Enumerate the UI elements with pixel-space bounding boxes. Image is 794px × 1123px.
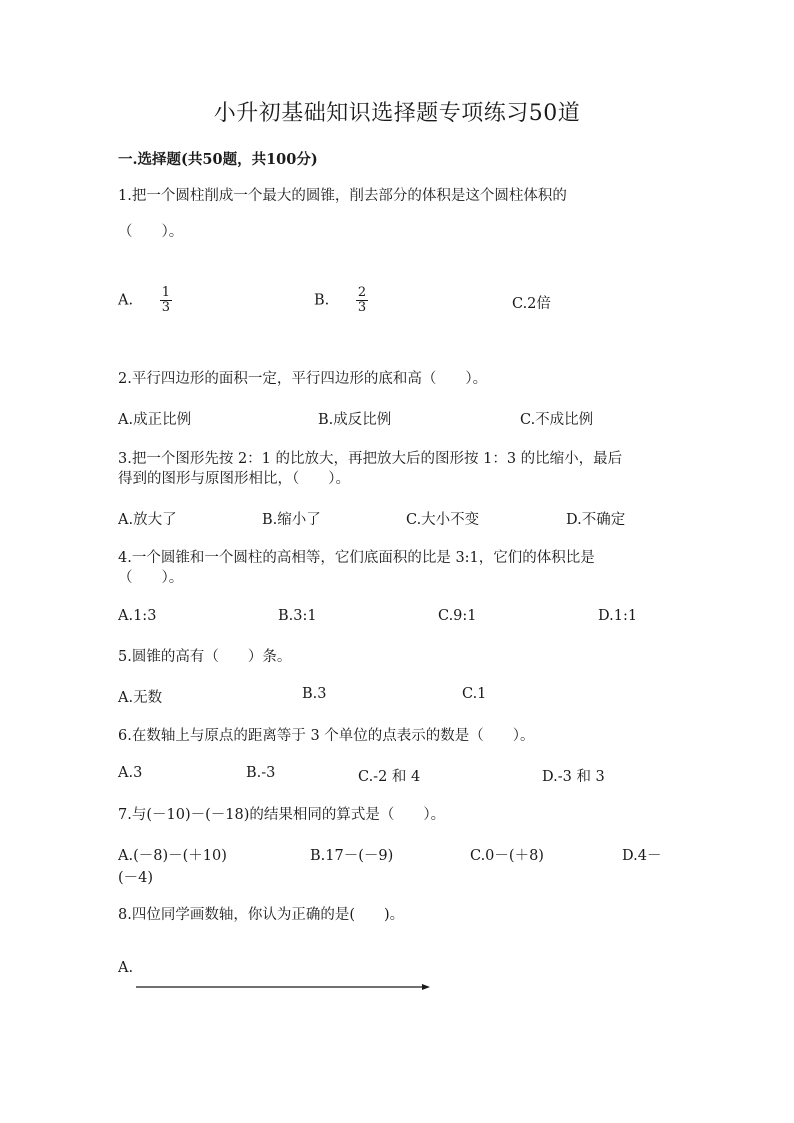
question-7-stem: 7.与(－10)－(－18)的结果相同的算式是（ ）。 bbox=[118, 807, 446, 823]
arrow-head-icon bbox=[422, 984, 430, 990]
question-7-option-b[interactable]: B.17－(－9) bbox=[310, 848, 394, 864]
question-2-option-c[interactable]: C.不成比例 bbox=[520, 412, 594, 428]
fraction: $\frac{1}{3}$ bbox=[161, 285, 170, 315]
question-6-option-d[interactable]: D.-3 和 3 bbox=[542, 769, 605, 785]
question-8-option-a[interactable]: A. bbox=[118, 960, 134, 976]
question-3-option-a[interactable]: A.放大了 bbox=[118, 512, 177, 528]
question-1-option-c[interactable]: C.2倍 bbox=[512, 296, 551, 312]
question-4-option-d[interactable]: D.1:1 bbox=[598, 608, 638, 624]
question-1-option-a[interactable]: A. $\frac{1}{3}$ bbox=[118, 285, 170, 315]
fraction: $\frac{2}{3}$ bbox=[357, 285, 367, 315]
question-2-stem: 2.平行四边形的面积一定，平行四边形的底和高（ ）。 bbox=[118, 371, 488, 387]
question-1-stem-line1: 1.把一个圆柱削成一个最大的圆锥，削去部分的体积是这个圆柱体积的 bbox=[118, 188, 567, 204]
question-5-option-c[interactable]: C.1 bbox=[462, 686, 487, 702]
question-7-option-a[interactable]: A.(－8)－(＋10) bbox=[118, 848, 227, 864]
question-4-stem-line2: （ ）。 bbox=[118, 570, 184, 586]
section-heading: 一.选择题(共50题，共100分) bbox=[118, 151, 318, 168]
number-line-figure-a bbox=[130, 978, 440, 998]
question-7-option-c[interactable]: C.0－(＋8) bbox=[470, 848, 544, 864]
question-2-option-a[interactable]: A.成正比例 bbox=[118, 412, 192, 428]
question-4-stem-line1: 4.一个圆锥和一个圆柱的高相等，它们底面积的比是 3:1，它们的体积比是 bbox=[118, 550, 595, 566]
question-3-option-d[interactable]: D.不确定 bbox=[566, 512, 626, 528]
question-7-option-d-wrap: (－4) bbox=[118, 870, 154, 886]
question-3-stem-line2: 得到的图形与原图形相比，（ ）。 bbox=[118, 471, 350, 487]
question-4-option-a[interactable]: A.1:3 bbox=[118, 608, 157, 624]
question-1-stem-line2: （ ）。 bbox=[118, 224, 184, 240]
question-3-option-c[interactable]: C.大小不变 bbox=[406, 512, 480, 528]
question-2-option-b[interactable]: B.成反比例 bbox=[318, 412, 392, 428]
page-title: 小升初基础知识选择题专项练习50道 bbox=[213, 101, 581, 126]
question-3-stem-line1: 3.把一个图形先按 2：1 的比放大，再把放大后的图形按 1：3 的比缩小，最后 bbox=[118, 451, 623, 467]
question-8-stem: 8.四位同学画数轴，你认为正确的是( )。 bbox=[118, 907, 405, 923]
question-6-option-c[interactable]: C.-2 和 4 bbox=[358, 769, 421, 785]
question-5-option-a[interactable]: A.无数 bbox=[118, 690, 163, 706]
question-5-stem: 5.圆锥的高有（ ）条。 bbox=[118, 649, 292, 665]
question-3-option-b[interactable]: B.缩小了 bbox=[262, 512, 321, 528]
question-7-option-d[interactable]: D.4－ bbox=[622, 848, 662, 864]
question-6-stem: 6.在数轴上与原点的距离等于 3 个单位的点表示的数是（ ）。 bbox=[118, 728, 535, 744]
question-6-option-a[interactable]: A.3 bbox=[118, 765, 143, 781]
question-4-option-c[interactable]: C.9:1 bbox=[438, 608, 477, 624]
question-6-option-b[interactable]: B.-3 bbox=[246, 765, 276, 781]
question-4-option-b[interactable]: B.3:1 bbox=[278, 608, 317, 624]
question-1-option-b[interactable]: B. $\frac{2}{3}$ bbox=[314, 285, 367, 315]
question-5-option-b[interactable]: B.3 bbox=[302, 686, 327, 702]
